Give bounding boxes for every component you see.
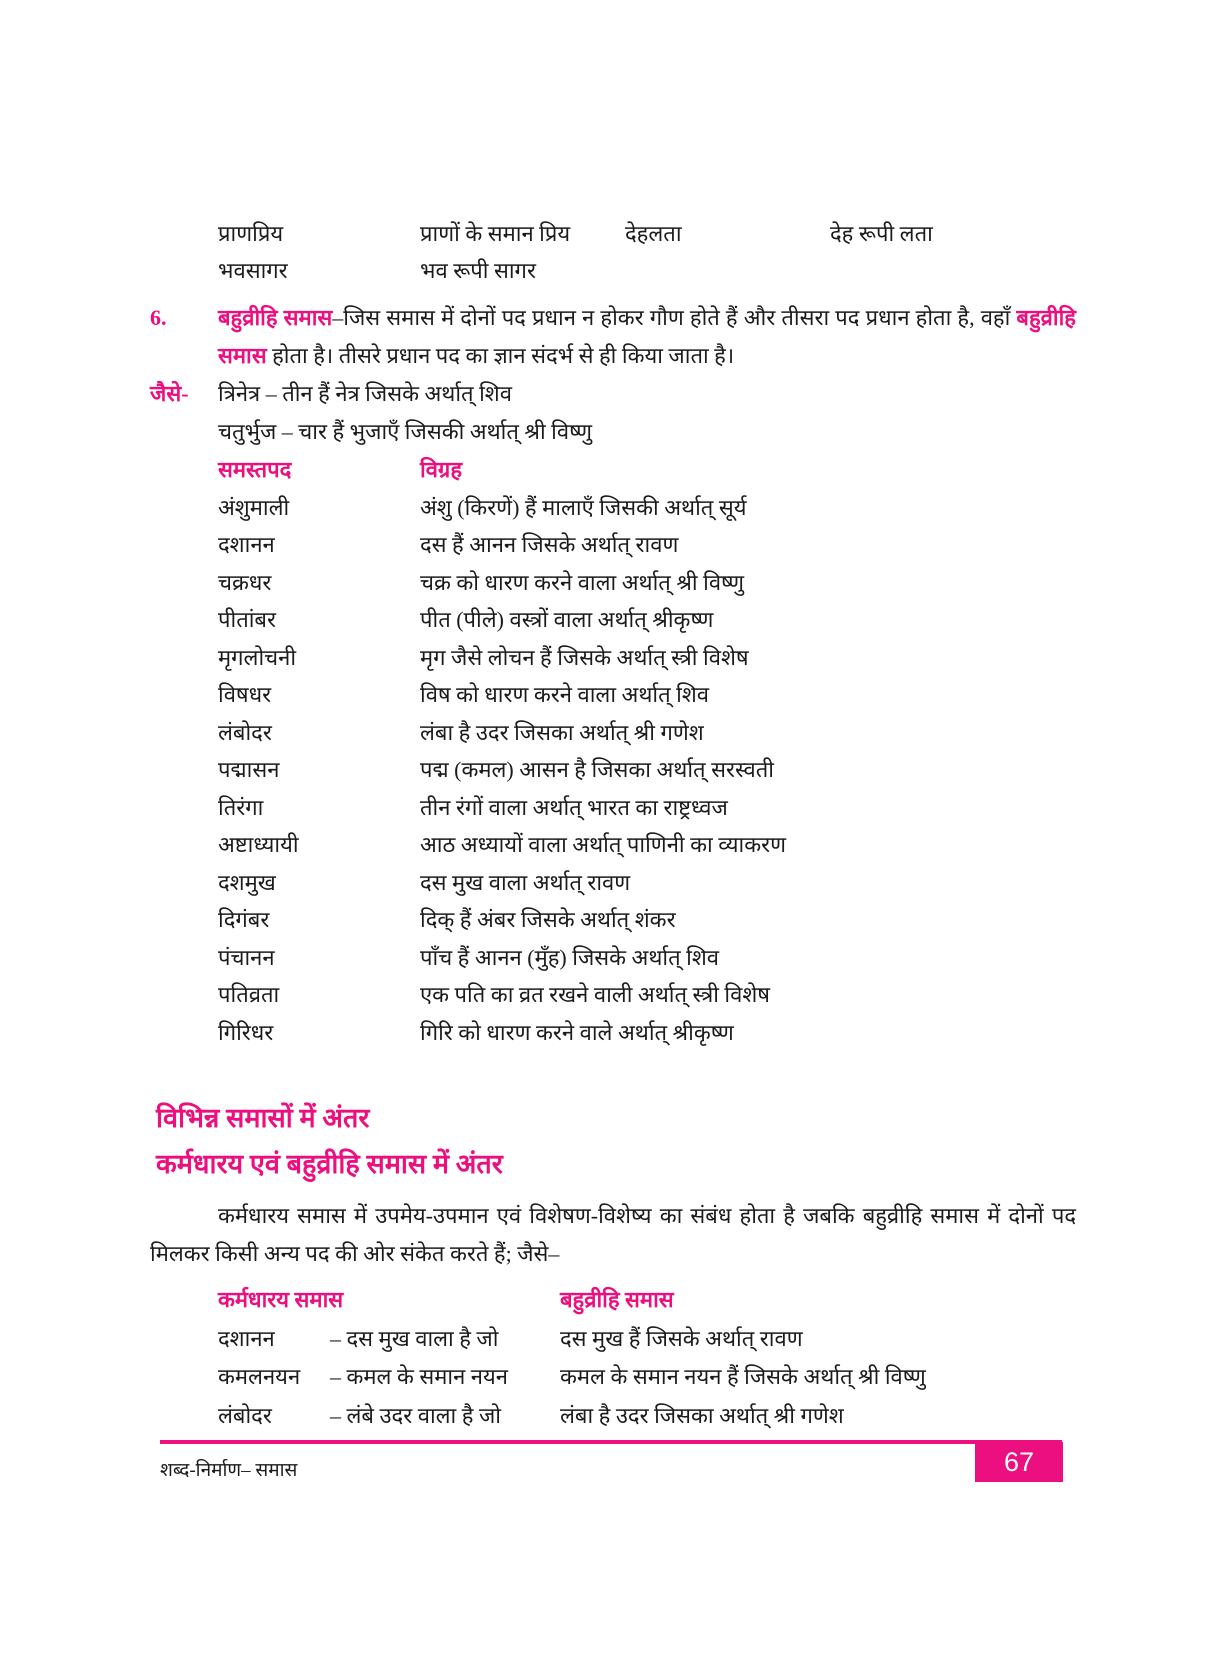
bahuvrihi-vigraha: लंबा है उदर जिसका अर्थात् श्री गणेश — [560, 1402, 844, 1428]
footer-chapter-label: शब्द-निर्माण– समास — [160, 1460, 298, 1481]
table-row — [218, 789, 1076, 827]
table-row — [218, 215, 1076, 252]
vigraha: प्राणों के समान प्रिय — [420, 221, 571, 246]
definition-item-6 — [150, 299, 1076, 375]
example-block — [150, 375, 1076, 451]
samast-pad: देहलता — [625, 221, 682, 246]
samast-pad: भवसागर — [218, 258, 288, 283]
page-number-badge: 67 — [975, 1442, 1063, 1482]
table-header-row — [218, 1281, 1076, 1320]
table-row — [218, 901, 1076, 939]
table-row — [218, 976, 1076, 1014]
vigraha: भव रूपी सागर — [420, 258, 536, 283]
vigraha: विष को धारण करने वाला अर्थात् शिव — [420, 682, 710, 707]
definition-body: –जिस समास में दोनों पद प्रधान न होकर गौण होते हैं और तीसरा पद प्रधान होता है, — [332, 305, 981, 330]
samast-pad: चक्रधर — [218, 569, 272, 595]
definition-text — [218, 299, 1076, 375]
samast-pad: पीतांबर — [218, 607, 276, 632]
example-line: त्रिनेत्र – तीन हैं नेत्र जिसके अर्थात् शिव — [218, 381, 512, 406]
table-row — [218, 1397, 1076, 1436]
vigraha: अंशु (किरणें) हैं मालाएँ जिसकी अर्थात् सूर्य — [420, 494, 747, 520]
samastapad-vigraha-table — [218, 451, 1076, 1051]
samast-pad: कमलनयन — [218, 1364, 301, 1389]
section-heading: विभिन्न समासों में अंतर — [156, 1103, 370, 1133]
definition-body: होता है। तीसरे प्रधान पद का ज्ञान संदर्भ से ही किया जाता है। — [266, 343, 735, 368]
karmadharaya-vigraha: – कमल के समान नयन — [330, 1364, 508, 1389]
table-row — [218, 1014, 1076, 1052]
karmadharaya-bahuvrihi-table — [218, 1281, 1076, 1435]
table-row — [218, 751, 1076, 789]
example-lines — [218, 375, 592, 451]
column-header: विग्रह — [420, 457, 463, 482]
samast-pad: प्राणप्रिय — [218, 221, 284, 246]
column-header: कर्मधारय समास — [218, 1287, 344, 1312]
vigraha: दस मुख वाला अर्थात् रावण — [420, 869, 631, 895]
page-footer — [0, 1440, 1224, 1540]
samast-pad — [625, 252, 830, 289]
table-row — [218, 714, 1076, 752]
samast-pad: दिगंबर — [218, 907, 270, 932]
vigraha: एक पति का व्रत रखने वाली अर्थात् स्त्री विशेष — [420, 982, 771, 1007]
vigraha: पद्म (कमल) आसन है जिसका अर्थात् सरस्वती — [420, 757, 774, 782]
comparison-intro-paragraph: कर्मधारय समास में उपमेय-उपमान एवं विशेषण-विशेष्य का संबंध होता है जबकि बहुव्रीहि समास में दोनों पद मिलकर किसी अन्य पद की ओर संकेत करते हैं; जैसे– — [150, 1203, 1076, 1266]
vigraha: चक्र को धारण करने वाला अर्थात् श्री विष्णु — [420, 569, 745, 595]
term-highlight: बहुव्रीहि समास — [218, 305, 333, 330]
vigraha: गिरि को धारण करने वाले अर्थात् श्रीकृष्ण — [420, 1019, 734, 1045]
vigraha: पाँच हैं आनन (मुँह) जिसके अर्थात् शिव — [420, 944, 720, 970]
vigraha: लंबा है उदर जिसका अर्थात् श्री गणेश — [420, 719, 704, 745]
table-row — [218, 252, 1076, 289]
vigraha: आठ अध्यायों वाला अर्थात् पाणिनी का व्याकरण — [420, 832, 786, 857]
table-row — [218, 489, 1076, 527]
vigraha: दिक् हैं अंबर जिसके अर्थात् शंकर — [420, 907, 676, 932]
samast-pad: तिरंगा — [218, 794, 264, 820]
vigraha: तीन रंगों वाला अर्थात् भारत का राष्ट्रध्वज — [420, 794, 728, 820]
samast-pad: मृगलोचनी — [218, 644, 297, 670]
vigraha — [830, 252, 1076, 289]
table-row — [218, 864, 1076, 902]
column-header: समस्तपद — [218, 457, 292, 482]
samast-pad: दशानन — [218, 1325, 275, 1351]
term-highlight: बहुव्रीहि समास — [218, 305, 1076, 368]
bahuvrihi-vigraha: दस मुख हैं जिसके अर्थात् रावण — [560, 1325, 803, 1351]
samast-pad: पद्मासन — [218, 757, 280, 782]
sub-section-heading: कर्मधारय एवं बहुव्रीहि समास में अंतर — [156, 1149, 503, 1179]
upamaan-examples-table — [218, 215, 1076, 289]
table-row — [218, 676, 1076, 714]
column-header: बहुव्रीहि समास — [560, 1287, 674, 1312]
samast-pad: लंबोदर — [218, 719, 272, 745]
vigraha: पीत (पीले) वस्त्रों वाला अर्थात् श्रीकृष्ण — [420, 607, 714, 632]
vigraha: दस हैं आनन जिसके अर्थात् रावण — [420, 532, 679, 557]
samast-pad: दशानन — [218, 532, 275, 557]
karmadharaya-vigraha: – दस मुख वाला है जो — [330, 1325, 499, 1351]
vigraha: मृग जैसे लोचन हैं जिसके अर्थात् स्त्री विशेष — [420, 644, 749, 670]
table-row — [218, 526, 1076, 564]
table-row — [218, 639, 1076, 677]
footer-rule — [160, 1440, 1062, 1444]
samast-pad: पंचानन — [218, 944, 275, 970]
table-row — [218, 564, 1076, 602]
definition-body: वहाँ — [980, 305, 1017, 330]
samast-pad: अंशुमाली — [218, 494, 290, 520]
samast-pad: पतिव्रता — [218, 982, 280, 1007]
table-row — [218, 1358, 1076, 1397]
samast-pad: लंबोदर — [218, 1402, 272, 1428]
vigraha: देह रूपी लता — [830, 221, 933, 246]
example-label: जैसे- — [150, 381, 189, 406]
samast-pad: विषधर — [218, 682, 272, 707]
page-content — [150, 215, 1076, 1435]
example-line: चतुर्भुज – चार हैं भुजाएँ जिसकी अर्थात् श्री विष्णु — [218, 419, 593, 444]
table-row — [218, 601, 1076, 639]
item-number: 6. — [150, 305, 167, 330]
bahuvrihi-vigraha: कमल के समान नयन हैं जिसके अर्थात् श्री विष्णु — [560, 1364, 926, 1389]
table-row — [218, 826, 1076, 864]
samast-pad: दशमुख — [218, 869, 276, 895]
table-row — [218, 939, 1076, 977]
table-row — [218, 1320, 1076, 1359]
karmadharaya-vigraha: – लंबे उदर वाला है जो — [330, 1402, 501, 1428]
samast-pad: अष्टाध्यायी — [218, 832, 299, 857]
samast-pad: गिरिधर — [218, 1019, 274, 1045]
table-header-row — [218, 451, 1076, 489]
